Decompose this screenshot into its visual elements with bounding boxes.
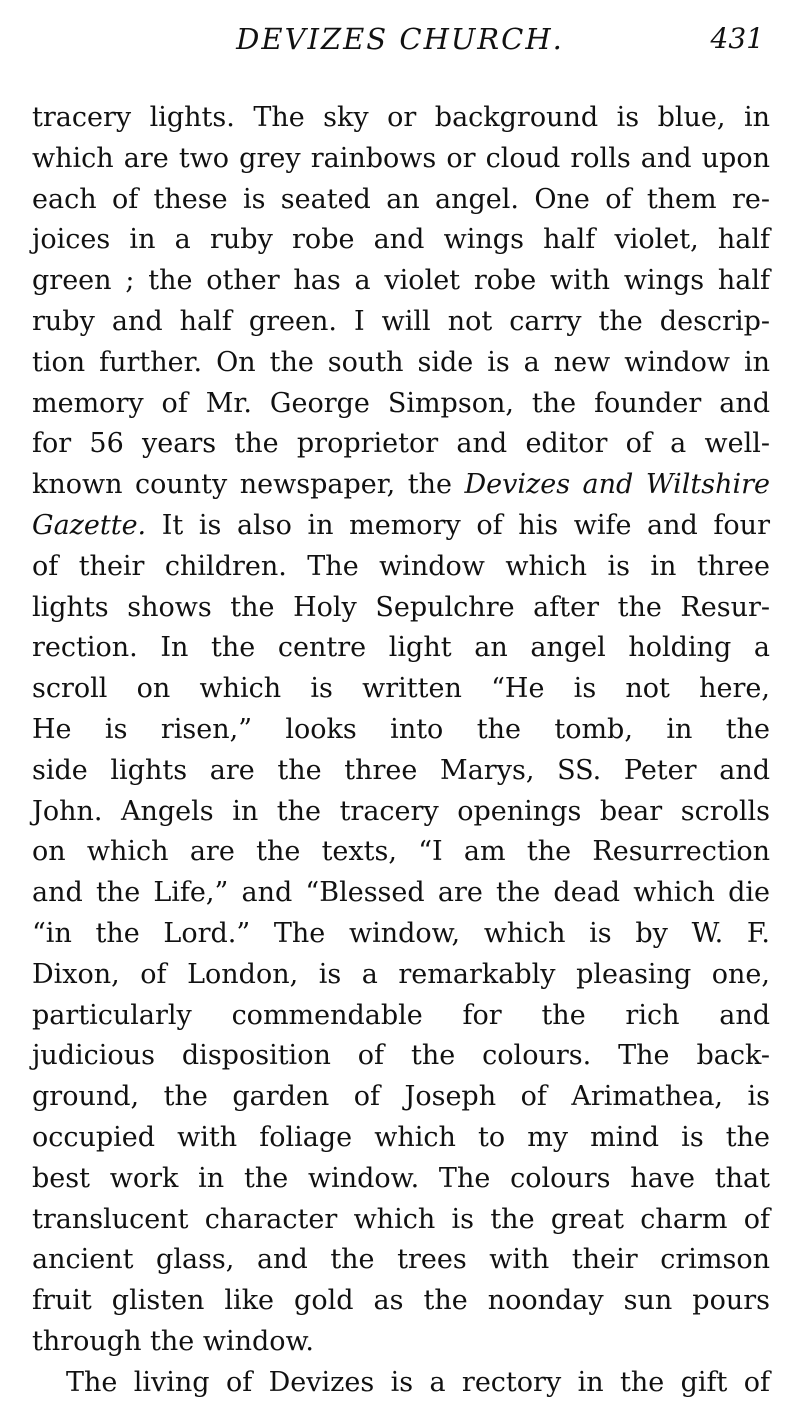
text-line: each of these is seated an angel. One of them re-: [32, 183, 770, 215]
text-line: He is risen,” looks into the tomb, in the: [32, 713, 770, 745]
text-line: fruit glisten like gold as the noonday sun pours: [32, 1285, 770, 1317]
text-line: Dixon, of London, is a remarkably pleasing one,: [32, 958, 770, 990]
text-line: occupied with foliage which to my mind is the: [32, 1121, 770, 1153]
text-line: best work in the window. The colours have that: [32, 1162, 770, 1194]
text-line: judicious disposition of the colours. The back-: [32, 1040, 770, 1072]
text-line: “in the Lord.” The window, which is by W. F.: [32, 917, 770, 949]
text-line: memory of Mr. George Simpson, the founder and: [32, 387, 770, 419]
body-text: [32, 98, 770, 1404]
line-text: It is also in memory of his wife and four: [161, 509, 770, 541]
text-line: side lights are the three Marys, SS. Peter and: [32, 754, 770, 786]
text-line: [32, 465, 770, 506]
text-line: John. Angels in the tracery openings bear scrolls: [32, 795, 770, 827]
text-line: lights shows the Holy Sepulchre after the Resur-: [32, 591, 770, 623]
newspaper-title-italic: Devizes and Wiltshire: [464, 469, 770, 501]
text-line: translucent character which is the great charm of: [32, 1203, 770, 1235]
paragraph-end-line: through the window.: [32, 1325, 315, 1357]
text-line: joices in a ruby robe and wings half violet, half: [32, 224, 770, 256]
text-line: on which are the texts, “I am the Resurrection: [32, 836, 770, 868]
newspaper-title-italic: Gazette.: [32, 509, 147, 541]
text-line: [32, 506, 770, 547]
text-line: green ; the other has a violet robe with wings half: [32, 265, 770, 297]
text-line: rection. In the centre light an angel holding a: [32, 632, 770, 664]
text-line: for 56 years the proprietor and editor of a well-: [32, 428, 770, 460]
text-line: particularly commendable for the rich and: [32, 999, 770, 1031]
text-line: which are two grey rainbows or cloud rolls and upon: [32, 142, 770, 174]
page-title: DEVIZES CHURCH.: [236, 22, 564, 56]
text-line: ruby and half green. I will not carry the descrip-: [32, 305, 770, 337]
paragraph-start-line: The living of Devizes is a rectory in the gift of: [66, 1366, 770, 1398]
text-line: scroll on which is written “He is not here,: [32, 673, 770, 705]
running-head: [0, 22, 800, 62]
text-line: ground, the garden of Joseph of Arimathea, is: [32, 1081, 770, 1113]
text-line: ancient glass, and the trees with their crimson: [32, 1244, 770, 1276]
text-line: tracery lights. The sky or background is blue, in: [32, 102, 770, 133]
line-text: known county newspaper, the: [32, 469, 452, 501]
page-number: 431: [710, 22, 764, 55]
text-line: tion further. On the south side is a new window in: [32, 346, 770, 378]
text-line: of their children. The window which is in three: [32, 550, 770, 582]
text-line: and the Life,” and “Blessed are the dead which die: [32, 877, 770, 909]
